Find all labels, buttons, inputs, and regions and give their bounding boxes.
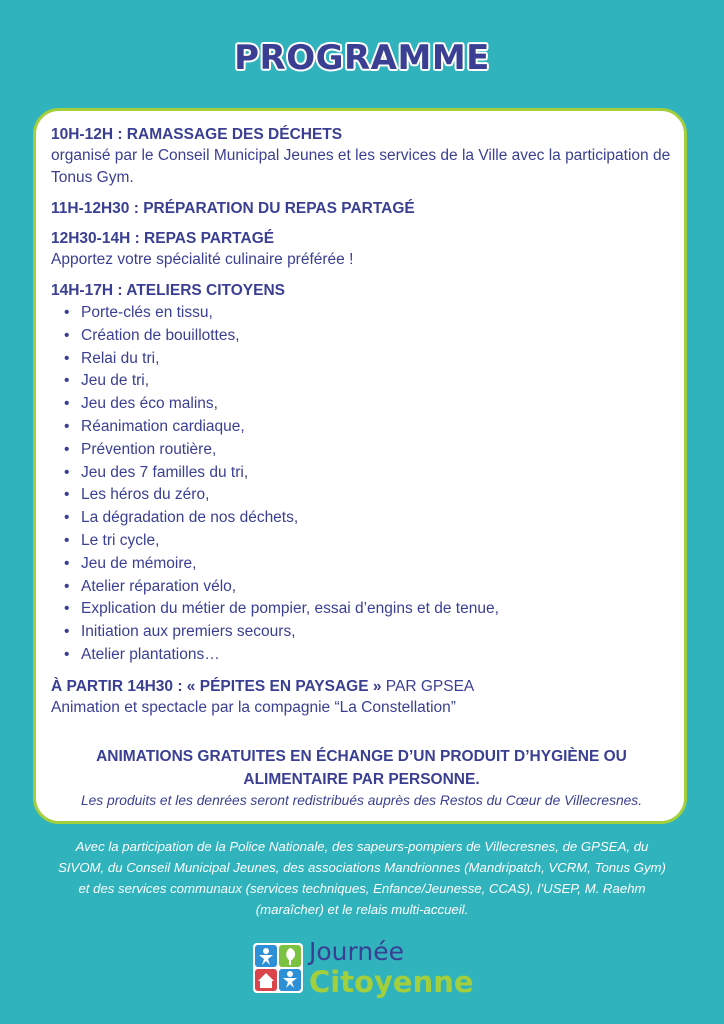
section-heading	[51, 677, 672, 697]
section-pepites	[51, 677, 672, 719]
notice-line: ANIMATIONS GRATUITES EN ÉCHANGE D’UN PRODUIT D’HYGIÈNE OU	[96, 747, 627, 765]
list-item: • Prévention routière,	[64, 439, 672, 462]
list-item: • Jeu des éco malins,	[64, 393, 672, 416]
section-heading: 10H-12H : RAMASSAGE DES DÉCHETS	[51, 126, 343, 143]
list-item: • La dégradation de nos déchets,	[64, 507, 672, 530]
list-item: • Explication du métier de pompier, essai d’engins et de tenue,	[64, 598, 672, 621]
footer-credits	[52, 836, 672, 920]
list-item: • Réanimation cardiaque,	[64, 416, 672, 439]
list-item: • Les héros du zéro,	[64, 484, 672, 507]
list-item: • Relai du tri,	[64, 348, 672, 371]
notice-line: ALIMENTAIRE PAR PERSONNE.	[243, 770, 480, 788]
list-item: • Jeu de tri,	[64, 370, 672, 393]
section-ramassage	[51, 125, 672, 189]
ateliers-list	[51, 302, 672, 667]
list-item: • Jeu de mémoire,	[64, 553, 672, 576]
footer-line: (maraîcher) et le relais multi-accueil.	[255, 902, 469, 917]
list-item: • Atelier réparation vélo,	[64, 576, 672, 599]
list-item: • Jeu des 7 familles du tri,	[64, 462, 672, 485]
journee-citoyenne-logo	[253, 938, 473, 1002]
list-item: • Initiation aux premiers secours,	[64, 621, 672, 644]
section-preparation	[51, 199, 672, 219]
notice-bold	[51, 745, 672, 791]
list-item: • Atelier plantations…	[64, 644, 672, 667]
programme-card	[33, 108, 687, 824]
section-heading: 11H-12H30 : PRÉPARATION DU REPAS PARTAGÉ	[51, 200, 415, 217]
section-ateliers	[51, 281, 672, 667]
list-item: • Porte-clés en tissu,	[64, 302, 672, 325]
section-heading: 14H-17H : ATELIERS CITOYENS	[51, 282, 285, 299]
logo-word-journee: Journée	[309, 937, 404, 966]
footer-line: Avec la participation de la Police Nationale, des sapeurs-pompiers de Villecresnes, de GPSEA, du	[75, 839, 649, 854]
section-text: organisé par le Conseil Municipal Jeunes et les services de la Ville avec la participation de Tonus Gym.	[51, 147, 671, 186]
heading-normal: PAR GPSEA	[381, 677, 475, 695]
logo-word-citoyenne: Citoyenne	[309, 965, 474, 999]
section-repas	[51, 229, 672, 271]
notice-italic: Les produits et les denrées seront redistribués auprès des Restos du Cœur de Villecresnes.	[80, 792, 643, 808]
list-item: • Le tri cycle,	[64, 530, 672, 553]
heading-bold: À PARTIR 14H30 : « PÉPITES EN PAYSAGE »	[51, 677, 382, 695]
section-text: Apportez votre spécialité culinaire préférée !	[51, 251, 354, 268]
logo-icon	[253, 943, 305, 995]
list-item: • Création de bouillottes,	[64, 325, 672, 348]
page-title: PROGRAMME	[234, 38, 490, 78]
section-heading: 12H30-14H : REPAS PARTAGÉ	[51, 230, 275, 247]
footer-line: SIVOM, du Conseil Municipal Jeunes, des associations Mandrionnes (Mandripatch, VCRM, Tonus Gym)	[58, 860, 666, 875]
footer-line: et des services communaux (services techniques, Enfance/Jeunesse, CCAS), l’USEP, M. Raehm	[78, 881, 646, 896]
section-text: Animation et spectacle par la compagnie “La Constellation”	[51, 698, 456, 716]
